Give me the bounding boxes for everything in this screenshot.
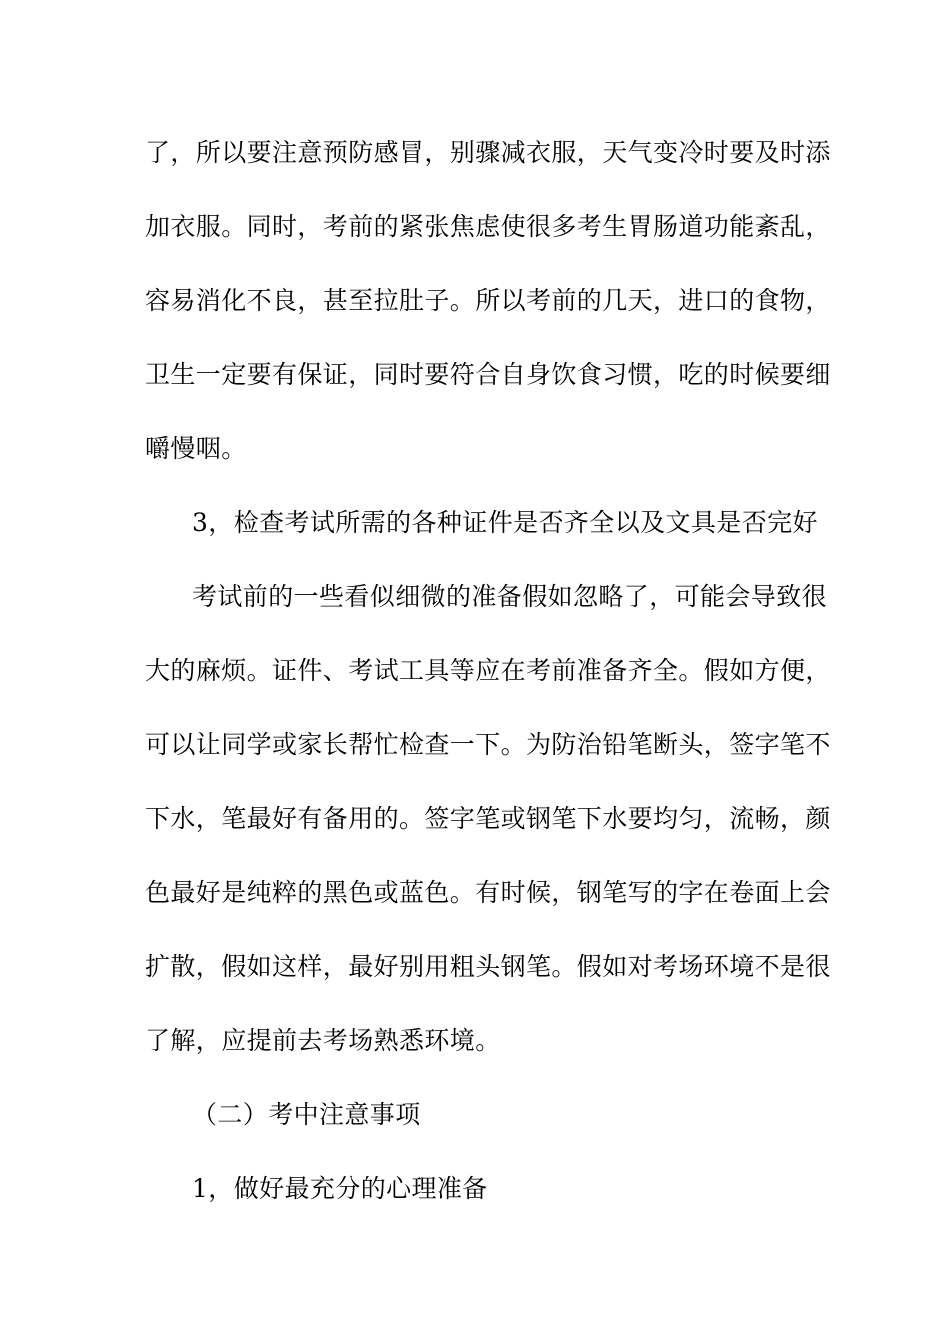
paragraph-line: 大的麻烦。证件、考试工具等应在考前准备齐全。假如方便， [145,656,831,685]
section-heading: 1，做好最充分的心理准备 [192,1174,488,1203]
paragraph-line: 容易消化不良，甚至拉肚子。所以考前的几天，进口的食物， [145,286,831,315]
paragraph-line: 了解，应提前去考场熟悉环境。 [145,1026,501,1055]
section-heading: 3，检查考试所需的各种证件是否齐全以及文具是否完好 [192,508,818,537]
paragraph-line: 嚼慢咽。 [145,434,247,463]
paragraph-line: 了，所以要注意预防感冒，别骤减衣服，天气变冷时要及时添 [145,138,831,167]
paragraph-line: 下水，笔最好有备用的。签字笔或钢笔下水要均匀，流畅，颜 [145,804,831,833]
paragraph-line: 色最好是纯粹的黑色或蓝色。有时候，钢笔写的字在卷面上会 [145,878,831,907]
paragraph-line: 加衣服。同时，考前的紧张焦虑使很多考生胃肠道功能紊乱， [145,212,831,241]
section-heading: （二）考中注意事项 [192,1100,421,1129]
paragraph-line: 卫生一定要有保证，同时要符合自身饮食习惯，吃的时候要细 [145,360,831,389]
paragraph-line: 可以让同学或家长帮忙检查一下。为防治铅笔断头，签字笔不 [145,730,831,759]
paragraph-line: 考试前的一些看似细微的准备假如忽略了，可能会导致很 [192,582,828,611]
paragraph-line: 扩散，假如这样，最好别用粗头钢笔。假如对考场环境不是很 [145,952,831,981]
